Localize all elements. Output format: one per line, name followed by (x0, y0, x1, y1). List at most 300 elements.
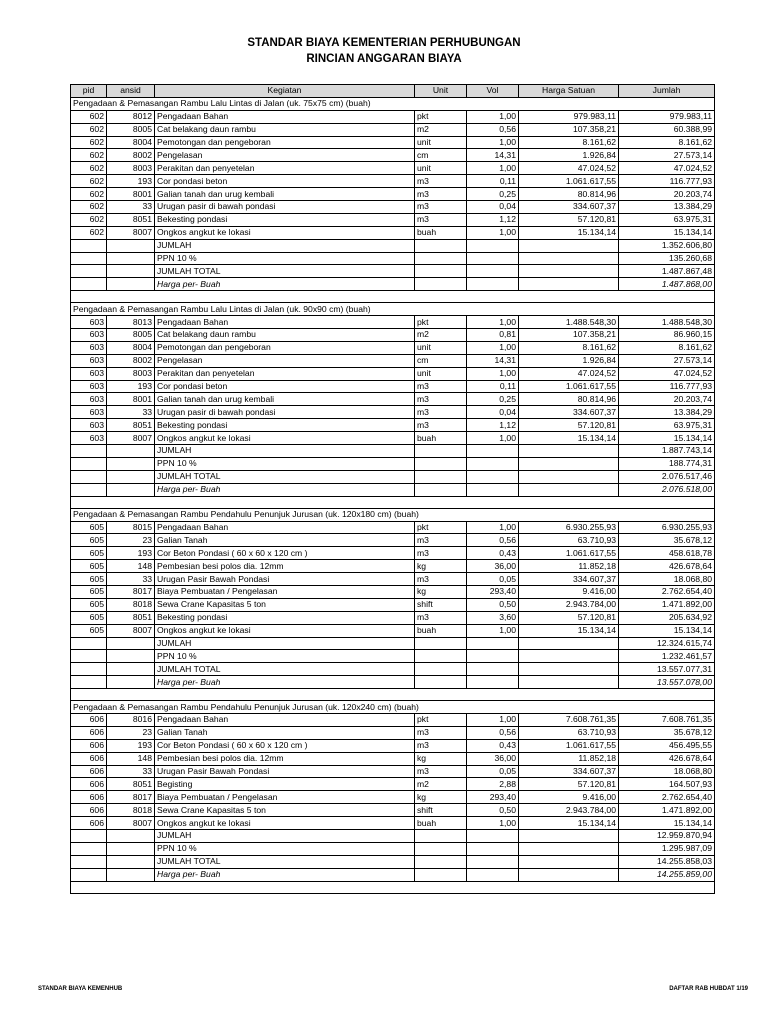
ansid-cell: 8051 (107, 778, 155, 791)
vol-cell: 293,40 (467, 585, 519, 598)
empty-cell (415, 470, 467, 483)
pid-cell: 602 (71, 110, 107, 123)
vol-cell: 0,11 (467, 380, 519, 393)
jumlah-cell: 7.608.761,35 (619, 713, 715, 726)
pid-cell: 606 (71, 713, 107, 726)
empty-cell (107, 445, 155, 458)
vol-cell: 36,00 (467, 752, 519, 765)
ansid-cell: 8002 (107, 354, 155, 367)
empty-cell (107, 239, 155, 252)
total-value: 13.557.078,00 (619, 676, 715, 689)
empty-cell (467, 483, 519, 496)
empty-cell (467, 650, 519, 663)
empty-cell (467, 470, 519, 483)
unit-cell: buah (415, 432, 467, 445)
kegiatan-cell: Pembesian besi polos dia. 12mm (155, 560, 415, 573)
kegiatan-cell: Cat belakang daun rambu (155, 123, 415, 136)
pid-cell: 606 (71, 739, 107, 752)
jumlah-cell: 15.134,14 (619, 432, 715, 445)
harga-satuan-cell: 15.134,14 (519, 817, 619, 830)
pid-cell: 603 (71, 432, 107, 445)
unit-cell: m2 (415, 778, 467, 791)
kegiatan-cell: Perakitan dan penyetelan (155, 162, 415, 175)
ansid-cell: 8005 (107, 329, 155, 342)
pid-cell: 605 (71, 521, 107, 534)
vol-cell: 1,00 (467, 110, 519, 123)
harga-satuan-cell: 15.134,14 (519, 226, 619, 239)
jumlah-cell: 63.975,31 (619, 213, 715, 226)
harga-satuan-cell: 1.061.617,55 (519, 739, 619, 752)
table-row (71, 713, 715, 726)
vol-cell: 0,04 (467, 201, 519, 214)
harga-satuan-cell: 7.608.761,35 (519, 713, 619, 726)
harga-satuan-cell: 2.943.784,00 (519, 804, 619, 817)
table-row (71, 817, 715, 830)
total-label: JUMLAH (155, 829, 415, 842)
vol-cell: 0,81 (467, 329, 519, 342)
column-header: Unit (415, 85, 467, 98)
total-label: PPN 10 % (155, 252, 415, 265)
unit-cell: m3 (415, 393, 467, 406)
ansid-cell: 8013 (107, 316, 155, 329)
ansid-cell: 8051 (107, 419, 155, 432)
section-title-row (71, 303, 715, 316)
vol-cell: 14,31 (467, 354, 519, 367)
kegiatan-cell: Bekesting pondasi (155, 213, 415, 226)
table-row (71, 367, 715, 380)
total-row (71, 483, 715, 496)
harga-satuan-cell: 979.983,11 (519, 110, 619, 123)
jumlah-cell: 458.618,78 (619, 547, 715, 560)
total-row (71, 842, 715, 855)
vol-cell: 0,56 (467, 123, 519, 136)
pid-cell: 606 (71, 752, 107, 765)
jumlah-cell: 47.024,52 (619, 162, 715, 175)
unit-cell: m3 (415, 188, 467, 201)
empty-cell (71, 868, 107, 881)
kegiatan-cell: Biaya Pembuatan / Pengelasan (155, 585, 415, 598)
vol-cell: 0,05 (467, 573, 519, 586)
table-row (71, 123, 715, 136)
unit-cell: m3 (415, 380, 467, 393)
vol-cell: 1,00 (467, 432, 519, 445)
jumlah-cell: 456.495,55 (619, 739, 715, 752)
kegiatan-cell: Sewa Crane Kapasitas 5 ton (155, 804, 415, 817)
vol-cell: 1,00 (467, 367, 519, 380)
empty-cell (467, 252, 519, 265)
vol-cell: 1,00 (467, 817, 519, 830)
empty-cell (519, 239, 619, 252)
empty-cell (107, 457, 155, 470)
vol-cell: 0,43 (467, 739, 519, 752)
total-value: 1.295.987,09 (619, 842, 715, 855)
pid-cell: 603 (71, 316, 107, 329)
table-header-row (71, 85, 715, 98)
jumlah-cell: 164.507,93 (619, 778, 715, 791)
kegiatan-cell: Biaya Pembuatan / Pengelasan (155, 791, 415, 804)
empty-cell (519, 278, 619, 291)
unit-cell: m3 (415, 201, 467, 214)
kegiatan-cell: Bekesting pondasi (155, 419, 415, 432)
harga-satuan-cell: 334.607,37 (519, 765, 619, 778)
unit-cell: m3 (415, 213, 467, 226)
empty-cell (519, 457, 619, 470)
vol-cell: 0,56 (467, 534, 519, 547)
jumlah-cell: 979.983,11 (619, 110, 715, 123)
unit-cell: kg (415, 560, 467, 573)
harga-satuan-cell: 1.488.548,30 (519, 316, 619, 329)
jumlah-cell: 116.777,93 (619, 175, 715, 188)
document-subtitle: RINCIAN ANGGARAN BIAYA (306, 53, 462, 65)
vol-cell: 1,12 (467, 213, 519, 226)
table-row (71, 406, 715, 419)
table-row (71, 624, 715, 637)
ansid-cell: 33 (107, 406, 155, 419)
ansid-cell: 8007 (107, 226, 155, 239)
table-row (71, 354, 715, 367)
kegiatan-cell: Cor pondasi beton (155, 175, 415, 188)
vol-cell: 0,11 (467, 175, 519, 188)
pid-cell: 602 (71, 201, 107, 214)
vol-cell: 1,00 (467, 136, 519, 149)
empty-cell (467, 829, 519, 842)
empty-cell (519, 829, 619, 842)
harga-satuan-cell: 1.926,84 (519, 354, 619, 367)
unit-cell: m3 (415, 419, 467, 432)
pid-cell: 605 (71, 611, 107, 624)
empty-cell (467, 457, 519, 470)
vol-cell: 0,56 (467, 726, 519, 739)
empty-cell (467, 278, 519, 291)
spacer-row (71, 291, 715, 303)
total-label: Harga per- Buah (155, 868, 415, 881)
kegiatan-cell: Urugan pasir di bawah pondasi (155, 201, 415, 214)
pid-cell: 603 (71, 380, 107, 393)
empty-cell (107, 663, 155, 676)
empty-cell (415, 842, 467, 855)
ansid-cell: 8003 (107, 367, 155, 380)
total-row (71, 829, 715, 842)
empty-cell (519, 842, 619, 855)
section-title-row (71, 97, 715, 110)
empty-cell (519, 265, 619, 278)
vol-cell: 1,00 (467, 341, 519, 354)
table-row (71, 149, 715, 162)
vol-cell: 3,60 (467, 611, 519, 624)
empty-cell (519, 855, 619, 868)
ansid-cell: 8007 (107, 624, 155, 637)
unit-cell: unit (415, 341, 467, 354)
table-row (71, 611, 715, 624)
spacer-row (71, 496, 715, 508)
harga-satuan-cell: 334.607,37 (519, 406, 619, 419)
table-row (71, 739, 715, 752)
unit-cell: unit (415, 136, 467, 149)
jumlah-cell: 8.161,62 (619, 136, 715, 149)
table-row (71, 316, 715, 329)
harga-satuan-cell: 6.930.255,93 (519, 521, 619, 534)
empty-cell (415, 278, 467, 291)
jumlah-cell: 6.930.255,93 (619, 521, 715, 534)
kegiatan-cell: Pembesian besi polos dia. 12mm (155, 752, 415, 765)
harga-satuan-cell: 9.416,00 (519, 791, 619, 804)
jumlah-cell: 116.777,93 (619, 380, 715, 393)
pid-cell: 603 (71, 406, 107, 419)
empty-cell (415, 239, 467, 252)
empty-cell (467, 663, 519, 676)
ansid-cell: 33 (107, 201, 155, 214)
table-row (71, 188, 715, 201)
empty-cell (107, 637, 155, 650)
unit-cell: buah (415, 817, 467, 830)
table-row (71, 573, 715, 586)
vol-cell: 1,00 (467, 316, 519, 329)
harga-satuan-cell: 8.161,62 (519, 136, 619, 149)
jumlah-cell: 426.678,64 (619, 560, 715, 573)
vol-cell: 14,31 (467, 149, 519, 162)
total-label: Harga per- Buah (155, 676, 415, 689)
jumlah-cell: 15.134,14 (619, 226, 715, 239)
jumlah-cell: 13.384,29 (619, 406, 715, 419)
ansid-cell: 33 (107, 765, 155, 778)
table-row (71, 380, 715, 393)
pid-cell: 605 (71, 585, 107, 598)
unit-cell: shift (415, 804, 467, 817)
column-header: ansid (107, 85, 155, 98)
total-label: JUMLAH TOTAL (155, 855, 415, 868)
unit-cell: unit (415, 162, 467, 175)
jumlah-cell: 2.762.654,40 (619, 791, 715, 804)
pid-cell: 602 (71, 149, 107, 162)
empty-cell (467, 445, 519, 458)
jumlah-cell: 63.975,31 (619, 419, 715, 432)
kegiatan-cell: Galian Tanah (155, 726, 415, 739)
empty-cell (107, 676, 155, 689)
empty-cell (467, 868, 519, 881)
ansid-cell: 148 (107, 752, 155, 765)
spacer-cell (71, 496, 715, 508)
unit-cell: pkt (415, 521, 467, 534)
pid-cell: 605 (71, 534, 107, 547)
kegiatan-cell: Pemotongan dan pengeboran (155, 341, 415, 354)
jumlah-cell: 8.161,62 (619, 341, 715, 354)
vol-cell: 293,40 (467, 791, 519, 804)
empty-cell (415, 829, 467, 842)
harga-satuan-cell: 11.852,18 (519, 752, 619, 765)
ansid-cell: 8051 (107, 611, 155, 624)
jumlah-cell: 20.203,74 (619, 393, 715, 406)
kegiatan-cell: Urugan Pasir Bawah Pondasi (155, 765, 415, 778)
total-value: 2.076.517,46 (619, 470, 715, 483)
jumlah-cell: 35.678,12 (619, 726, 715, 739)
ansid-cell: 8001 (107, 188, 155, 201)
jumlah-cell: 27.573,14 (619, 149, 715, 162)
ansid-cell: 8012 (107, 110, 155, 123)
total-value: 12.324.615,74 (619, 637, 715, 650)
total-row (71, 445, 715, 458)
total-value: 14.255.858,03 (619, 855, 715, 868)
table-row (71, 598, 715, 611)
footer-left: STANDAR BIAYA KEMENHUB (38, 986, 123, 992)
empty-cell (71, 663, 107, 676)
ansid-cell: 193 (107, 547, 155, 560)
harga-satuan-cell: 334.607,37 (519, 573, 619, 586)
section-title: Pengadaan & Pemasangan Rambu Lalu Lintas di Jalan (uk. 75x75 cm) (buah) (71, 97, 715, 110)
ansid-cell: 8007 (107, 432, 155, 445)
unit-cell: m3 (415, 765, 467, 778)
pid-cell: 605 (71, 547, 107, 560)
ansid-cell: 193 (107, 739, 155, 752)
empty-cell (415, 252, 467, 265)
jumlah-cell: 1.471.892,00 (619, 598, 715, 611)
pid-cell: 603 (71, 341, 107, 354)
kegiatan-cell: Begisting (155, 778, 415, 791)
empty-cell (519, 445, 619, 458)
total-row (71, 868, 715, 881)
empty-cell (519, 676, 619, 689)
kegiatan-cell: Galian tanah dan urug kembali (155, 393, 415, 406)
document-title: STANDAR BIAYA KEMENTERIAN PERHUBUNGAN (247, 37, 521, 49)
harga-satuan-cell: 63.710,93 (519, 726, 619, 739)
harga-satuan-cell: 57.120,81 (519, 419, 619, 432)
table-row (71, 201, 715, 214)
empty-cell (107, 252, 155, 265)
ansid-cell: 23 (107, 534, 155, 547)
pid-cell: 605 (71, 598, 107, 611)
vol-cell: 0,25 (467, 188, 519, 201)
jumlah-cell: 15.134,14 (619, 817, 715, 830)
total-value: 1.232.461,57 (619, 650, 715, 663)
empty-cell (467, 637, 519, 650)
total-value: 13.557.077,31 (619, 663, 715, 676)
empty-cell (415, 650, 467, 663)
ansid-cell: 8017 (107, 585, 155, 598)
jumlah-cell: 18.068,80 (619, 765, 715, 778)
ansid-cell: 8002 (107, 149, 155, 162)
total-label: Harga per- Buah (155, 483, 415, 496)
total-label: JUMLAH (155, 445, 415, 458)
total-label: PPN 10 % (155, 842, 415, 855)
column-header: pid (71, 85, 107, 98)
total-label: JUMLAH TOTAL (155, 265, 415, 278)
vol-cell: 0,50 (467, 598, 519, 611)
harga-satuan-cell: 47.024,52 (519, 162, 619, 175)
total-row (71, 663, 715, 676)
empty-cell (519, 663, 619, 676)
kegiatan-cell: Ongkos angkut ke lokasi (155, 432, 415, 445)
jumlah-cell: 2.762.654,40 (619, 585, 715, 598)
vol-cell: 0,05 (467, 765, 519, 778)
empty-cell (415, 855, 467, 868)
empty-cell (71, 470, 107, 483)
jumlah-cell: 35.678,12 (619, 534, 715, 547)
empty-cell (71, 252, 107, 265)
jumlah-cell: 426.678,64 (619, 752, 715, 765)
pid-cell: 603 (71, 367, 107, 380)
empty-cell (71, 278, 107, 291)
vol-cell: 0,04 (467, 406, 519, 419)
ansid-cell: 8007 (107, 817, 155, 830)
kegiatan-cell: Pengelasan (155, 149, 415, 162)
empty-cell (71, 842, 107, 855)
total-row (71, 252, 715, 265)
empty-cell (467, 842, 519, 855)
table-row (71, 778, 715, 791)
table-row (71, 136, 715, 149)
pid-cell: 602 (71, 188, 107, 201)
empty-cell (519, 650, 619, 663)
column-header: Vol (467, 85, 519, 98)
empty-cell (415, 457, 467, 470)
harga-satuan-cell: 15.134,14 (519, 624, 619, 637)
jumlah-cell: 86.960,15 (619, 329, 715, 342)
ansid-cell: 8015 (107, 521, 155, 534)
section-title: Pengadaan & Pemasangan Rambu Pendahulu Penunjuk Jurusan (uk. 120x180 cm) (buah) (71, 508, 715, 521)
vol-cell: 0,25 (467, 393, 519, 406)
table-row (71, 560, 715, 573)
pid-cell: 602 (71, 123, 107, 136)
harga-satuan-cell: 107.358,21 (519, 123, 619, 136)
table-row (71, 226, 715, 239)
harga-satuan-cell: 334.607,37 (519, 201, 619, 214)
pid-cell: 605 (71, 560, 107, 573)
empty-cell (519, 470, 619, 483)
empty-cell (415, 265, 467, 278)
kegiatan-cell: Pengadaan Bahan (155, 316, 415, 329)
empty-cell (415, 637, 467, 650)
vol-cell: 2,88 (467, 778, 519, 791)
table-row (71, 110, 715, 123)
kegiatan-cell: Sewa Crane Kapasitas 5 ton (155, 598, 415, 611)
harga-satuan-cell: 1.061.617,55 (519, 380, 619, 393)
spacer-cell (71, 689, 715, 701)
unit-cell: m3 (415, 573, 467, 586)
vol-cell: 1,00 (467, 713, 519, 726)
harga-satuan-cell: 2.943.784,00 (519, 598, 619, 611)
pid-cell: 602 (71, 136, 107, 149)
total-row (71, 855, 715, 868)
jumlah-cell: 13.384,29 (619, 201, 715, 214)
pid-cell: 606 (71, 817, 107, 830)
empty-cell (107, 650, 155, 663)
jumlah-cell: 20.203,74 (619, 188, 715, 201)
table-row (71, 521, 715, 534)
empty-cell (107, 842, 155, 855)
harga-satuan-cell: 57.120,81 (519, 213, 619, 226)
vol-cell: 1,00 (467, 521, 519, 534)
total-row (71, 637, 715, 650)
kegiatan-cell: Pengelasan (155, 354, 415, 367)
harga-satuan-cell: 15.134,14 (519, 432, 619, 445)
harga-satuan-cell: 57.120,81 (519, 778, 619, 791)
ansid-cell: 8017 (107, 791, 155, 804)
harga-satuan-cell: 9.416,00 (519, 585, 619, 598)
section-title: Pengadaan & Pemasangan Rambu Pendahulu Penunjuk Jurusan (uk. 120x240 cm) (buah) (71, 701, 715, 714)
table-row (71, 547, 715, 560)
empty-cell (519, 483, 619, 496)
pid-cell: 602 (71, 226, 107, 239)
empty-cell (519, 868, 619, 881)
pid-cell: 603 (71, 419, 107, 432)
vol-cell: 0,43 (467, 547, 519, 560)
unit-cell: cm (415, 149, 467, 162)
spacer-row (71, 689, 715, 701)
empty-cell (107, 855, 155, 868)
jumlah-cell: 47.024,52 (619, 367, 715, 380)
total-row (71, 239, 715, 252)
pid-cell: 606 (71, 778, 107, 791)
kegiatan-cell: Urugan pasir di bawah pondasi (155, 406, 415, 419)
